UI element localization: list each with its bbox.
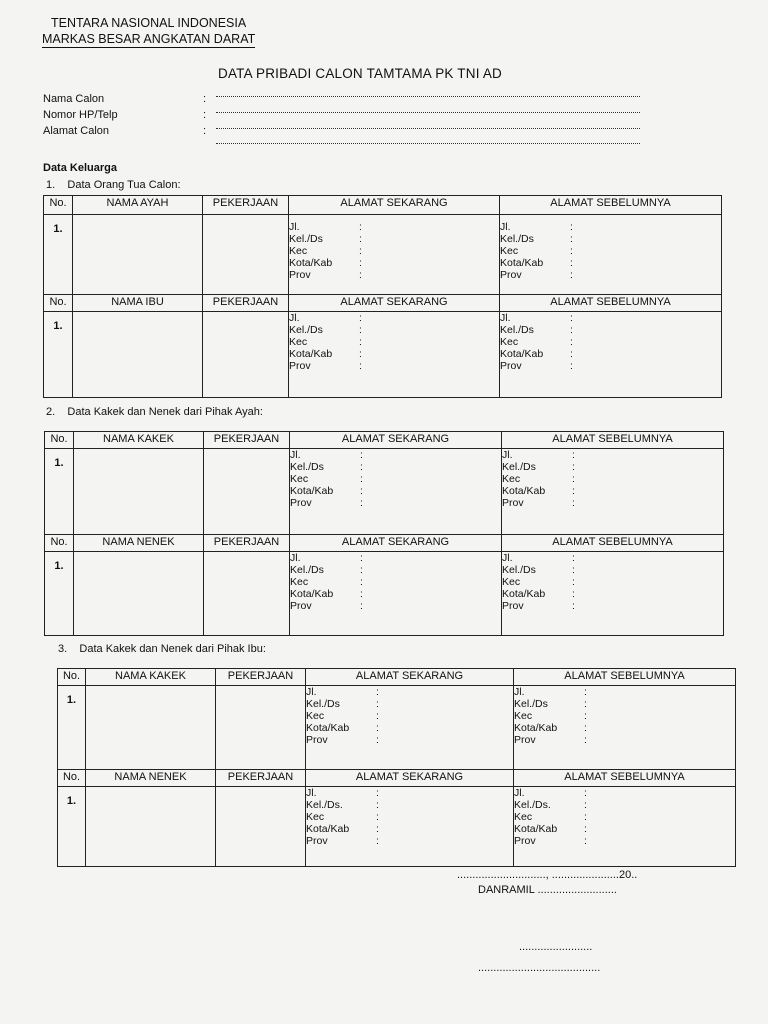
alamat-calon-field[interactable] bbox=[216, 128, 640, 129]
col-pekerjaan: PEKERJAAN bbox=[203, 196, 289, 215]
alamat-sekarang-cell[interactable]: Jl. : Kel./Ds. : Kec : Kota/Kab : Prov : bbox=[306, 787, 514, 867]
nama-nenek-cell[interactable] bbox=[86, 787, 216, 867]
pekerjaan-cell[interactable] bbox=[203, 215, 289, 295]
nama-ayah-cell[interactable] bbox=[73, 215, 203, 295]
alamat-sekarang-cell[interactable]: Jl. : Kel./Ds : Kec : Kota/Kab : Prov : bbox=[290, 552, 502, 636]
col-alamat-sekarang: ALAMAT SEKARANG bbox=[306, 770, 514, 787]
col-alamat-sebelumnya: ALAMAT SEBELUMNYA bbox=[502, 535, 724, 552]
col-no: No. bbox=[45, 535, 74, 552]
field-colon: : bbox=[203, 125, 207, 137]
org-line-1: TENTARA NASIONAL INDONESIA bbox=[51, 16, 247, 30]
table-kakek-nenek-ibu bbox=[57, 668, 736, 867]
alamat-sebelumnya-cell[interactable]: Jl. : Kel./Ds : Kec : Kota/Kab : Prov : bbox=[500, 215, 722, 295]
col-alamat-sebelumnya: ALAMAT SEBELUMNYA bbox=[502, 432, 724, 449]
nama-kakek-cell[interactable] bbox=[86, 686, 216, 770]
alamat-sekarang-cell[interactable]: Jl. : Kel./Ds : Kec : Kota/Kab : Prov : bbox=[306, 686, 514, 770]
signature-line[interactable]: ........................ bbox=[519, 941, 593, 953]
alamat-sekarang-cell[interactable]: Jl. : Kel./Ds : Kec : Kota/Kab : Prov : bbox=[289, 215, 500, 295]
row-number: 1. bbox=[45, 449, 74, 535]
alamat-sebelumnya-cell[interactable]: Jl. : Kel./Ds : Kec : Kota/Kab : Prov : bbox=[502, 552, 724, 636]
field-label-alamat-calon: Alamat Calon bbox=[43, 125, 110, 137]
alamat-sebelumnya-cell[interactable]: Jl. : Kel./Ds : Kec : Kota/Kab : Prov : bbox=[502, 449, 724, 535]
field-colon: : bbox=[203, 109, 207, 121]
col-nama-ayah: NAMA AYAH bbox=[73, 196, 203, 215]
col-alamat-sebelumnya: ALAMAT SEBELUMNYA bbox=[500, 295, 722, 312]
col-nama-nenek: NAMA NENEK bbox=[86, 770, 216, 787]
col-nama-kakek: NAMA KAKEK bbox=[86, 669, 216, 686]
row-number: 1. bbox=[58, 686, 86, 770]
nomor-hp-field[interactable] bbox=[216, 112, 640, 113]
col-no: No. bbox=[58, 770, 86, 787]
pekerjaan-cell[interactable] bbox=[216, 686, 306, 770]
pekerjaan-cell[interactable] bbox=[203, 312, 289, 398]
section-2-heading: 2. Data Kakek dan Nenek dari Pihak Ayah: bbox=[46, 406, 263, 418]
nama-nenek-cell[interactable] bbox=[74, 552, 204, 636]
section-3-heading: 3. Data Kakek dan Nenek dari Pihak Ibu: bbox=[58, 643, 266, 655]
col-pekerjaan: PEKERJAAN bbox=[204, 432, 290, 449]
nama-ibu-cell[interactable] bbox=[73, 312, 203, 398]
pekerjaan-cell[interactable] bbox=[216, 787, 306, 867]
section-1-heading: 1. Data Orang Tua Calon: bbox=[46, 179, 181, 191]
col-no: No. bbox=[45, 432, 74, 449]
col-no: No. bbox=[44, 196, 73, 215]
field-label-nomor-hp: Nomor HP/Telp bbox=[43, 109, 118, 121]
row-number: 1. bbox=[44, 215, 73, 295]
col-alamat-sekarang: ALAMAT SEKARANG bbox=[290, 535, 502, 552]
col-pekerjaan: PEKERJAAN bbox=[216, 770, 306, 787]
col-alamat-sekarang: ALAMAT SEKARANG bbox=[290, 432, 502, 449]
col-nama-nenek: NAMA NENEK bbox=[74, 535, 204, 552]
alamat-sekarang-cell[interactable]: Jl. : Kel./Ds : Kec : Kota/Kab : Prov : bbox=[290, 449, 502, 535]
name-line[interactable]: ........................................ bbox=[478, 962, 601, 974]
alamat-calon-field-line-2[interactable] bbox=[216, 143, 640, 144]
family-title: Data Keluarga bbox=[43, 162, 117, 174]
table-kakek-nenek-ayah bbox=[44, 431, 724, 636]
col-pekerjaan: PEKERJAAN bbox=[204, 535, 290, 552]
pekerjaan-cell[interactable] bbox=[204, 552, 290, 636]
table-orang-tua bbox=[43, 195, 722, 398]
col-alamat-sekarang: ALAMAT SEKARANG bbox=[289, 196, 500, 215]
col-no: No. bbox=[58, 669, 86, 686]
row-number: 1. bbox=[45, 552, 74, 636]
alamat-sekarang-cell[interactable]: Jl. : Kel./Ds : Kec : Kota/Kab : Prov : bbox=[289, 312, 500, 398]
nama-kakek-cell[interactable] bbox=[74, 449, 204, 535]
org-line-2: MARKAS BESAR ANGKATAN DARAT bbox=[42, 32, 256, 46]
row-number: 1. bbox=[58, 787, 86, 867]
col-alamat-sebelumnya: ALAMAT SEBELUMNYA bbox=[514, 669, 736, 686]
col-alamat-sekarang: ALAMAT SEKARANG bbox=[306, 669, 514, 686]
col-no: No. bbox=[44, 295, 73, 312]
alamat-sebelumnya-cell[interactable]: Jl. : Kel./Ds. : Kec : Kota/Kab : Prov : bbox=[514, 787, 736, 867]
alamat-sebelumnya-cell[interactable]: Jl. : Kel./Ds : Kec : Kota/Kab : Prov : bbox=[500, 312, 722, 398]
col-alamat-sekarang: ALAMAT SEKARANG bbox=[289, 295, 500, 312]
document-title: DATA PRIBADI CALON TAMTAMA PK TNI AD bbox=[218, 66, 503, 81]
col-nama-ibu: NAMA IBU bbox=[73, 295, 203, 312]
col-nama-kakek: NAMA KAKEK bbox=[74, 432, 204, 449]
col-pekerjaan: PEKERJAAN bbox=[203, 295, 289, 312]
alamat-sebelumnya-cell[interactable]: Jl. : Kel./Ds : Kec : Kota/Kab : Prov : bbox=[514, 686, 736, 770]
pekerjaan-cell[interactable] bbox=[204, 449, 290, 535]
col-pekerjaan: PEKERJAAN bbox=[216, 669, 306, 686]
col-alamat-sebelumnya: ALAMAT SEBELUMNYA bbox=[500, 196, 722, 215]
date-line[interactable]: ............................., ......................20.. bbox=[457, 869, 638, 881]
danramil-line[interactable]: DANRAMIL .......................... bbox=[478, 884, 617, 896]
field-colon: : bbox=[203, 93, 207, 105]
row-number: 1. bbox=[44, 312, 73, 398]
nama-calon-field[interactable] bbox=[216, 96, 640, 97]
col-alamat-sebelumnya: ALAMAT SEBELUMNYA bbox=[514, 770, 736, 787]
field-label-nama-calon: Nama Calon bbox=[43, 93, 105, 105]
